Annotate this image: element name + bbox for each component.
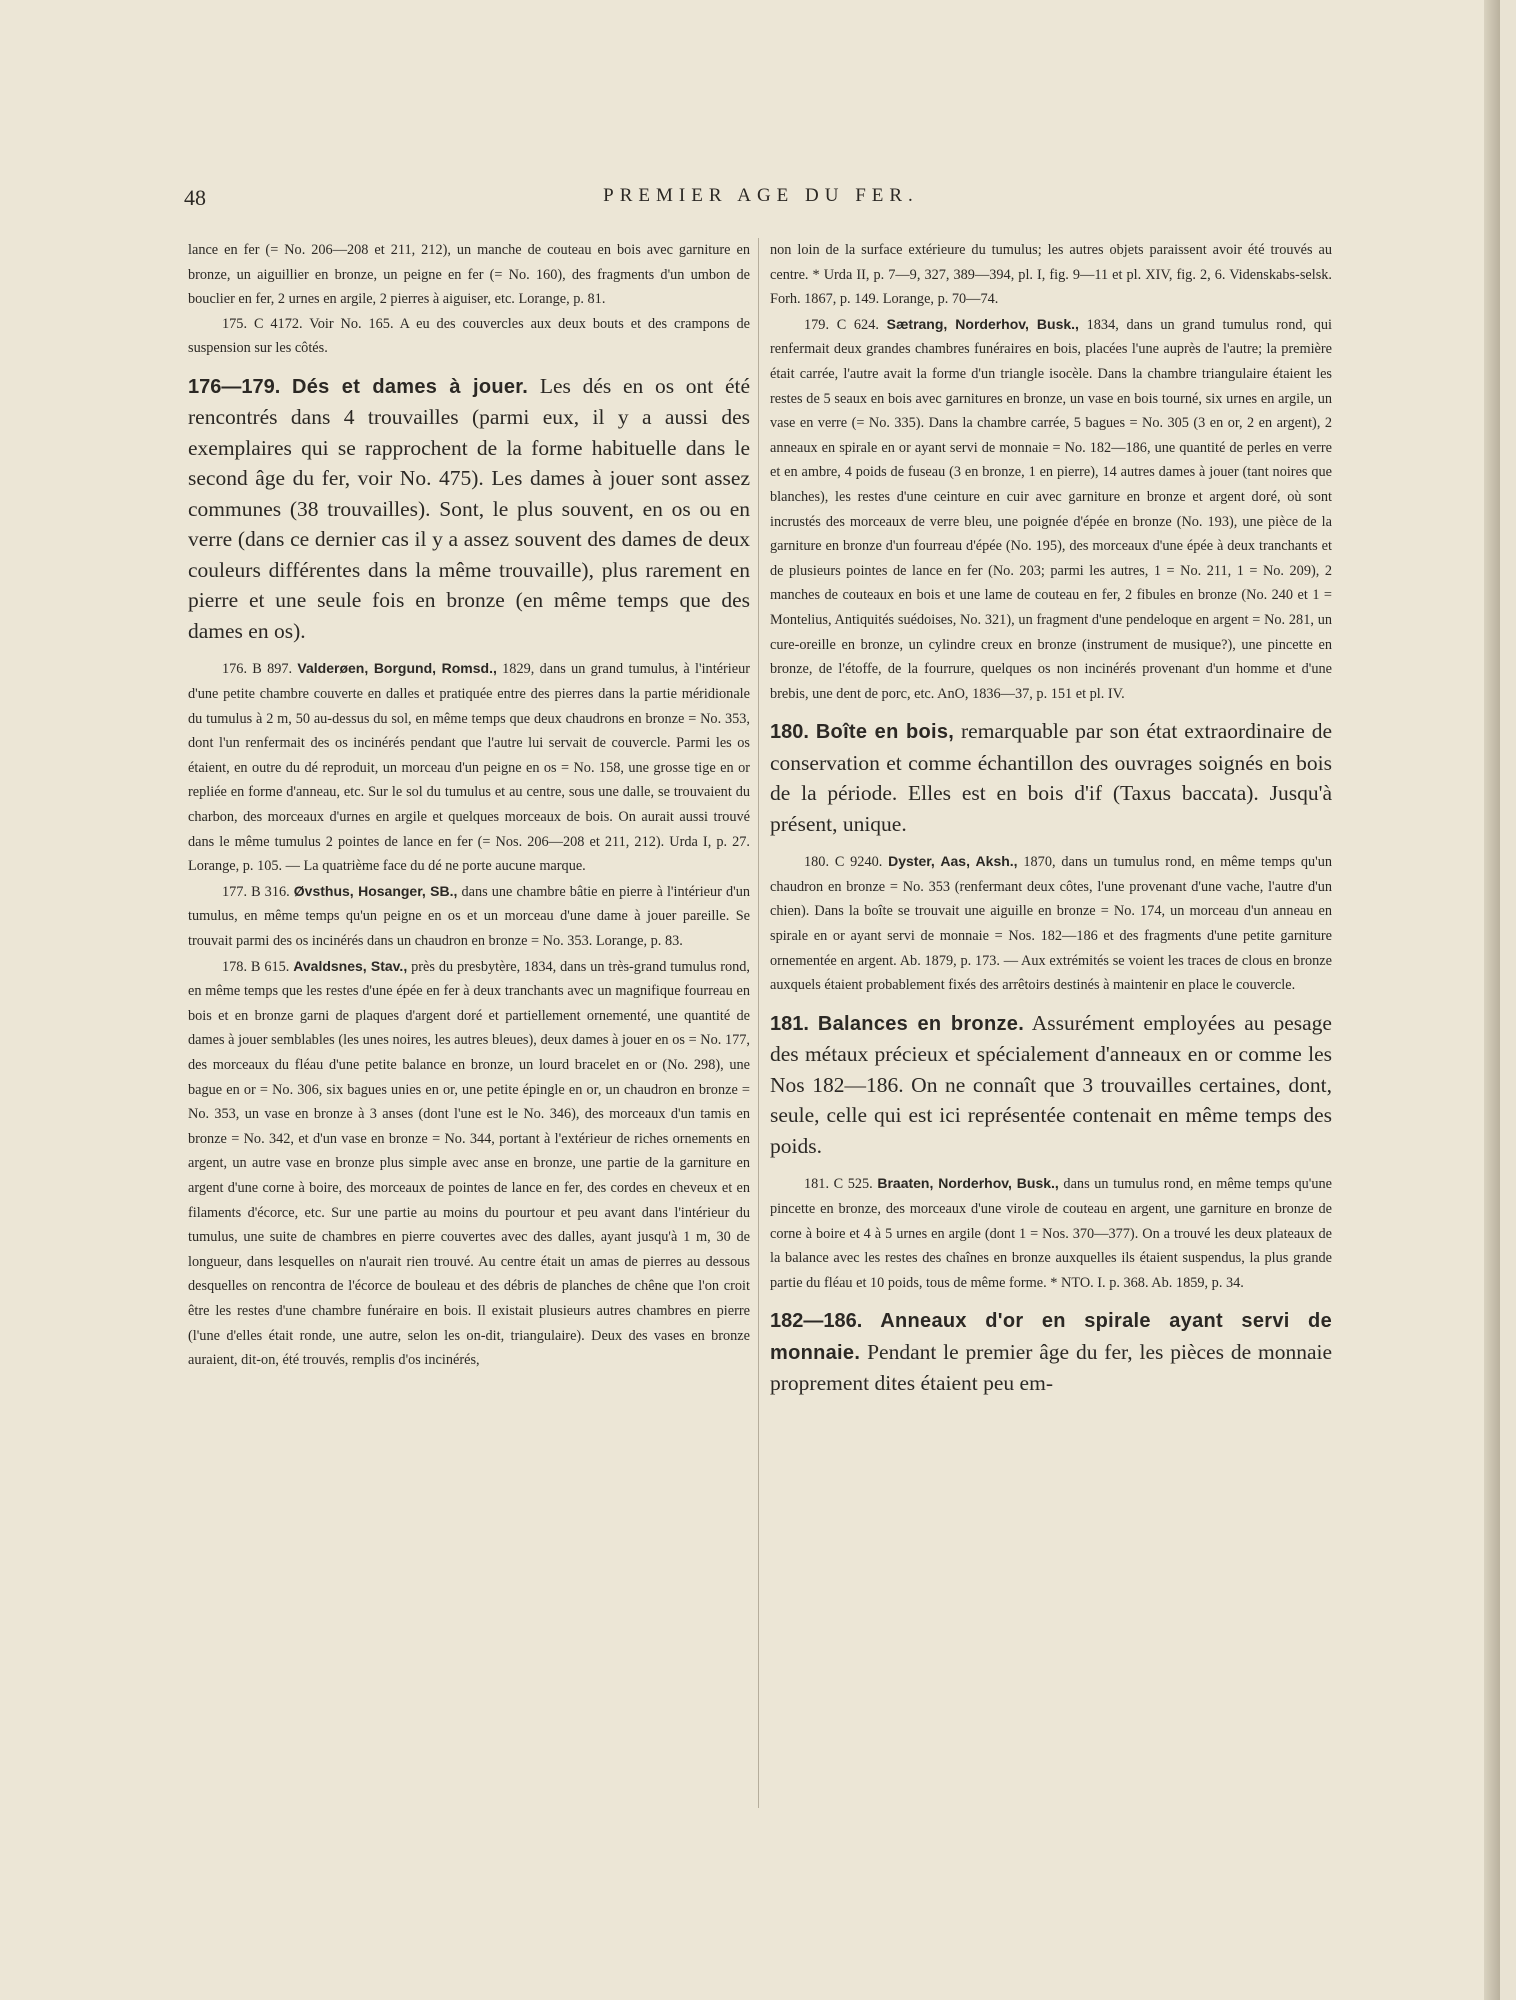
entry-text: 1870, dans un tumulus rond, en même temps qu'un chaudron en bronze = No. 353 (renfermant deux côtes, l'une provenant d'une vache, l'autre d'un chien). Dans la boîte se trouvait une aiguille en bronze = No. 174, un morceau d'un anneau en spirale en or ayant servi de monnaie = Nos. 182—186 et des fragments d'une petite garniture ornementée en argent. Ab. 1879, p. 173. — Aux extrémités se voient les traces de clous en bronze auxquels étaient probablement fixés des arrêtoirs destinés à maintenir en place le couvercle. (770, 854, 1332, 994)
text-paragraph (188, 238, 750, 312)
entry-location: Øvsthus, Hosanger, SB., (293, 882, 458, 899)
paragraph-text: 175. C 4172. Voir No. 165. A eu des couvercles aux deux bouts et des crampons de suspension sur les côtés. (188, 315, 750, 357)
section-text: remarquable par son état extraordinaire de conservation et comme échantillon des ouvrages soignés en bois de la période. Elles est en bois d'if (Taxus baccata). Jusqu'à présent, unique. (770, 719, 1333, 836)
entry-location: Braaten, Norderhov, Busk., (877, 1175, 1059, 1192)
section-text: Assurément employées au pesage des métaux précieux et spécialement d'anneaux en or comme les Nos 182—186. On ne connaît que 3 trouvailles certaines, dont, seule, celle qui est ici représentée contenait en même temps des poids. (770, 1010, 1332, 1158)
catalog-entry (188, 656, 750, 878)
entry-number: 178. B 615. (222, 958, 290, 975)
running-title: PREMIER AGE DU FER. (603, 185, 919, 206)
section-number: 182—186. (770, 1310, 863, 1333)
section-paragraph (188, 371, 750, 647)
section-paragraph (770, 716, 1332, 839)
catalog-entry (188, 954, 750, 1373)
entry-location: Sætrang, Norderhov, Busk., (886, 315, 1079, 332)
section-paragraph (770, 1305, 1332, 1399)
entry-text: 1834, dans un grand tumulus rond, qui renfermait deux grandes chambres funéraires en bois, placées l'une auprès de l'autre; la première était carrée, l'autre avait la forme d'un triangle isocèle. Dans la chambre triangulaire étaient les restes de 5 seaux en bois avec garnitures en bronze, un vase en bois tourné, six urnes en argile, un vase en verre (= No. 335). Dans la chambre carrée, 5 bagues = No. 305 (3 en or, 2 en argent), 2 anneaux en spirale en or ayant servi de monnaie = No. 182—186, une quantité de perles en verre et en ambre, 4 poids de fuseau (3 en bronze, 1 en pierre), 14 autres dames à jouer (tant noires que blanches), les restes d'une ceinture en cuir avec garniture en bronze et argent doré, où sont incrustés des morceaux de verre bleu, une poignée d'épée en bronze (No. 193), une pièce de la garniture en bronze d'un fourreau d'épée (No. 195), des morceaux d'une épée à deux tranchants et de plusieurs pointes de lance en fer (No. 203; parmi les autres, 1 = No. 211, 1 = No. 209), 2 manches de couteaux en bois et une lame de couteau en fer, 2 fibules en bronze (No. 240 et 1 = Montelius, Antiquités suédoises, No. 321), un fragment d'une pendeloque en argent = No. 281, un cure-oreille en bronze, un cylindre creux en bronze (instrument de musique?), une pincette en bronze, de l'étoffe, de la fourrure, quelques os non incinérés provenant d'un homme et d'une brebis, une dent de porc, etc. AnO, 1836—37, p. 151 et pl. IV. (770, 316, 1333, 702)
entry-number: 179. C 624. (804, 316, 879, 333)
section-number: 180. (770, 721, 809, 744)
section-paragraph (770, 1008, 1332, 1162)
section-heading: Boîte en bois, (815, 721, 955, 744)
entry-location: Dyster, Aas, Aksh., (888, 853, 1018, 870)
catalog-entry (770, 312, 1332, 707)
section-heading: Dés et dames à jouer. (292, 375, 529, 398)
entry-number: 181. C 525. (804, 1176, 873, 1193)
section-number: 181. (770, 1012, 809, 1035)
entry-number: 180. C 9240. (804, 854, 883, 871)
section-number: 176—179. (188, 375, 281, 398)
entry-text: 1829, dans un grand tumulus, à l'intérieur d'une petite chambre couverte en dalles et pratiquée entre des pierres dans la partie méridionale du tumulus à 2 m, 50 au-dessus du sol, en même temps que deux chaudrons en bronze = No. 353, dont l'un renfermait des os incinérés pendant que l'autre lui servait de couvercle. Parmi les os étaient, en outre du dé reproduit, un morceau d'un peigne en os = No. 158, une grosse tige en or repliée en forme d'anneau, etc. Sur le sol du tumulus et au centre, sous une dalle, se trouvaient du charbon, des morceaux d'urnes en argile et quelques morceaux de bois. On aurait aussi trouvé dans le même tumulus 2 pointes de lance en fer (= Nos. 206—208 et 211, 212). Urda I, p. 27. Lorange, p. 105. — La quatrième face du dé ne porte aucune marque. (188, 661, 750, 875)
page-number: 48 (184, 185, 206, 210)
text-paragraph (188, 312, 750, 361)
entry-text: dans une chambre bâtie en pierre à l'intérieur d'un tumulus, en même temps qu'un peigne en os et un morceau d'une dame à jouer pareille. Se trouvait parmi des os incinérés dans un chaudron en bronze = No. 353. Lorange, p. 83. (188, 883, 751, 949)
column-divider (758, 238, 759, 1808)
entry-text: dans un tumulus rond, en même temps qu'une pincette en bronze, des morceaux d'une virole de couteau en argent, une garniture en bronze de corne à boire et 4 à 5 urnes en argile (dont 1 = Nos. 370—377). On a trouvé les deux plateaux de la balance avec les restes des chaînes en bronze auxquelles ils étaient suspendus, la plus grande partie du fléau et 10 poids, tous de même forme. * NTO. I. p. 368. Ab. 1859, p. 34. (770, 1176, 1332, 1291)
section-text: Les dés en os ont été rencontrés dans 4 trouvailles (parmi eux, il y a aussi des exemplaires qui se rapprochent de la forme habituelle dans le second âge du fer, voir No. 475). Les dames à jouer sont assez communes (38 trouvailles). Sont, le plus souvent, en os ou en verre (dans ce dernier cas il y a assez souvent des dames de deux couleurs différentes dans la même trouvaille), plus rarement en pierre et une seule fois en bronze (en même temps que des dames en os). (188, 373, 751, 643)
paragraph-text: non loin de la surface extérieure du tumulus; les autres objets paraissent avoir été trouvés au centre. * Urda II, p. 7—9, 327, 389—394, pl. I, fig. 9—11 et pl. XIV, fig. 2, 6. Videnskabs-selsk. Forh. 1867, p. 149. Lorange, p. 70—74. (770, 242, 1332, 308)
entry-location: Avaldsnes, Stav., (293, 957, 408, 974)
right-column (770, 238, 1332, 1409)
entry-number: 177. B 316. (222, 883, 290, 900)
paragraph-text: lance en fer (= No. 206—208 et 211, 212), un manche de couteau en bois avec garniture en bronze, un aiguillier en bronze, un peigne en fer (= No. 160), des fragments d'un umbon de bouclier en fer, 2 urnes en argile, 2 pierres à aiguiser, etc. Lorange, p. 81. (188, 242, 750, 308)
catalog-entry (770, 1171, 1332, 1295)
section-text: Pendant le premier âge du fer, les pièces de monnaie proprement dites étaient peu em- (770, 1339, 1332, 1396)
text-paragraph (770, 238, 1332, 312)
entry-text: près du presbytère, 1834, dans un très-grand tumulus rond, en même temps que les restes d'une épée en fer à deux tranchants avec un magnifique fourreau en bois et en bronze garni de plaques d'argent doré et partiellement ornementé, une quantité de dames à jouer semblables (les unes noires, les autres bleues), deux dames à jouer en os = No. 177, des morceaux du fléau d'une petite balance en bronze, un lourd bracelet en or (No. 298), une bague en or = No. 306, six bagues unies en or, une petite épingle en or, un chaudron en bronze = No. 353, un vase en bronze à 3 anses (dont l'une est le No. 346), des morceaux d'un tamis en bronze = No. 342, et d'un vase en bronze = No. 344, portant à l'extérieur de riches ornements en argent, un autre vase en bronze plus simple avec anse en bronze, une partie de la garniture en argent d'une corne à boire, des morceaux de pointes de lance en fer, des cordes en cheveux et en filaments d'écorce, etc. Sur une partie au moins du pourtour et peu avant dans l'intérieur du tumulus, une suite de chambres en pierre couvertes avec des dalles, ayant jusqu'à 1 m, 30 de longueur, dans lesquelles on n'aurait rien trouvé. Au centre était un amas de pierres au dessous desquelles on rencontra de l'écorce de bouleau et des débris de planches de chêne que l'on croit être les restes d'une chambre funéraire en bois. Il existait plusieurs autres chambres en pierre (l'une d'elles était ronde, une autre, selon les on-dit, triangulaire). Deux des vases en bronze auraient, dit-on, été trouvés, remplis d'os incinérés, (188, 958, 751, 1369)
section-heading: Anneaux d'or en spirale ayant servi de monnaie. (770, 1310, 1332, 1364)
catalog-entry (188, 879, 750, 954)
catalog-entry (770, 849, 1332, 998)
left-column (188, 238, 750, 1373)
page-edge (1484, 0, 1500, 2000)
running-head (184, 185, 1338, 217)
entry-number: 176. B 897. (222, 661, 293, 678)
section-heading: Balances en bronze. (817, 1012, 1025, 1035)
entry-location: Valderøen, Borgund, Romsd., (297, 660, 497, 677)
